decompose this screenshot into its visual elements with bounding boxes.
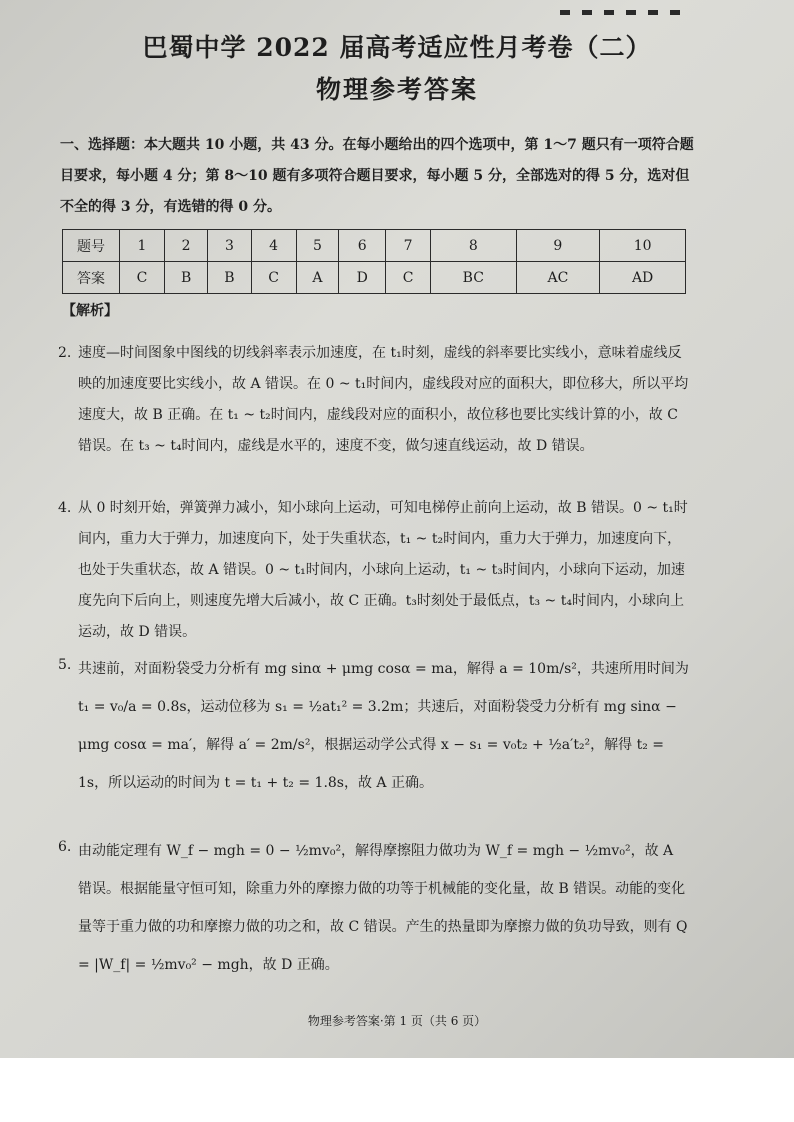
analysis-item: [58, 832, 690, 984]
answer-cell: D: [339, 262, 386, 294]
answer-cell: AC: [516, 262, 600, 294]
analysis-item: [58, 493, 690, 648]
question-number: 10: [600, 230, 686, 262]
question-number: 7: [386, 230, 431, 262]
analysis-item-text: 从 0 时刻开始，弹簧弹力减小，知小球向上运动，可知电梯停止前向上运动，故 B 错误。0 ~ t₁时间内，重力大于弹力，加速度向下，处于失重状态，t₁ ~ t₂时间内，重力大于弹力，加速度向下，也处于失重状态，故 A 错误。0 ~ t₁时间内，小球向上运动，t₁ ~ t₃时间内，小球向下运动，加速度先向下后向上，则速度先增大后减小，故 C 正确。t₃时刻处于最低点，t₃ ~ t₄时间内，小球向上运动，故 D 错误。: [78, 500, 688, 640]
answer-cell: AD: [600, 262, 686, 294]
analysis-item: [58, 338, 690, 462]
answer-cell: C: [120, 262, 165, 294]
question-number: 4: [251, 230, 296, 262]
page-title: 巴蜀中学 2022 届高考适应性月考卷（二）: [142, 33, 652, 62]
printer-marks: [560, 0, 740, 6]
answer-table-answer-row: [63, 262, 686, 294]
analysis-heading: 【解析】: [62, 303, 118, 319]
answer-cell: B: [208, 262, 251, 294]
analysis-item-text: 速度—时间图象中图线的切线斜率表示加速度，在 t₁时刻，虚线的斜率要比实线小，意味着虚线反映的加速度要比实线小，故 A 错误。在 0 ~ t₁时间内，虚线段对应的面积大，即位移大，所以平均速度大，故 B 正确。在 t₁ ~ t₂时间内，虚线段对应的面积小，故位移也要比实线计算的小，故 C 错误。在 t₃ ~ t₄时间内，虚线是水平的，速度不变，做匀速直线运动，故 D 错误。: [78, 345, 689, 454]
question-number: 3: [208, 230, 251, 262]
answer-cell: BC: [431, 262, 516, 294]
question-number: 1: [120, 230, 165, 262]
question-number: 2: [164, 230, 207, 262]
page-footer: 物理参考答案·第 1 页（共 6 页）: [307, 1014, 487, 1028]
analysis-item-number: 6.: [58, 839, 72, 855]
question-number: 5: [296, 230, 339, 262]
row-label-answer: 答案: [63, 262, 120, 294]
row-label-number: 题号: [63, 230, 120, 262]
analysis-item-number: 4.: [58, 500, 72, 516]
answer-table: [62, 229, 686, 294]
question-number: 8: [431, 230, 516, 262]
answer-table-number-row: [63, 230, 686, 262]
question-number: 6: [339, 230, 386, 262]
answer-cell: A: [296, 262, 339, 294]
analysis-item-number: 5.: [58, 657, 72, 673]
analysis-item-number: 2.: [58, 345, 72, 361]
section-one-intro: 一、选择题：本大题共 10 小题，共 43 分。在每小题给出的四个选项中，第 1～7 题只有一项符合题目要求，每小题 4 分；第 8～10 题有多项符合题目要求，每小题 5 分，全部选对的得 5 分，选对但不全的得 3 分，有选错的得 0 分。: [60, 137, 694, 215]
analysis-item-text: 共速前，对面粉袋受力分析有 mg sinα + μmg cosα = ma，解得 a = 10m/s²，共速所用时间为 t₁ = v₀/a = 0.8s，运动位移为 s₁ = ½at₁² = 3.2m；共速后，对面粉袋受力分析有 mg sinα − μmg cosα = ma′，解得 a′ = 2m/s²，根据运动学公式得 x − s₁ = v₀t₂ + ½a′t₂²，解得 t₂ = 1s，所以运动的时间为 t = t₁ + t₂ = 1.8s，故 A 正确。: [78, 661, 689, 791]
answer-cell: B: [164, 262, 207, 294]
question-number: 9: [516, 230, 600, 262]
page-subtitle: 物理参考答案: [315, 75, 478, 104]
answer-cell: C: [386, 262, 431, 294]
analysis-item: [58, 650, 690, 802]
analysis-item-text: 由动能定理有 W_f − mgh = 0 − ½mv₀²，解得摩擦阻力做功为 W_f = mgh − ½mv₀²，故 A 错误。根据能量守恒可知，除重力外的摩擦力做的功等于机械能的变化量，故 B 错误。动能的变化量等于重力做的功和摩擦力做的功之和，故 C 错误。产生的热量即为摩擦力做的负功导致，则有 Q = |W_f| = ½mv₀² − mgh，故 D 正确。: [78, 843, 688, 973]
answer-cell: C: [251, 262, 296, 294]
